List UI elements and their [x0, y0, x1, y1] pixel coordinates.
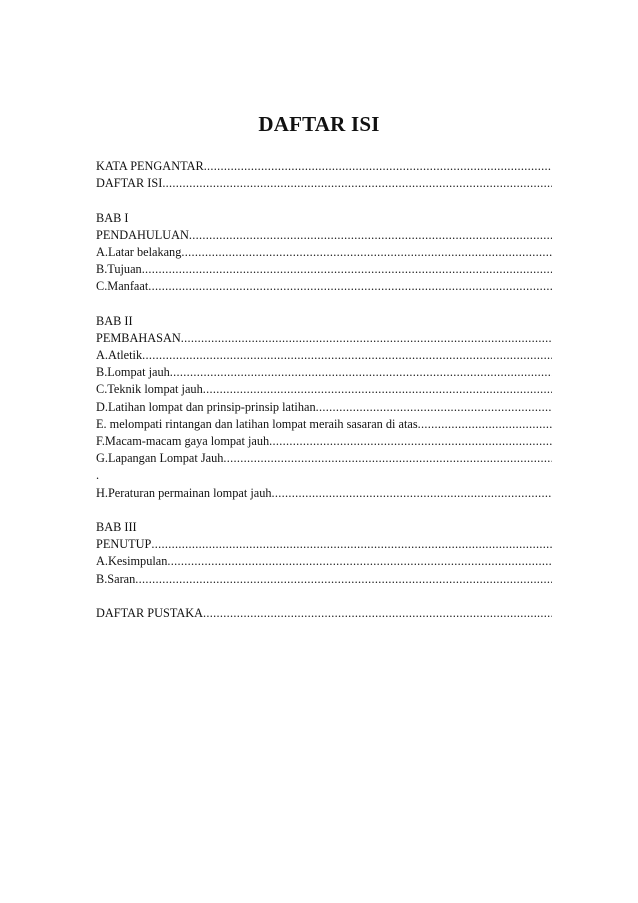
toc-entry [96, 416, 552, 433]
toc-entry-label: B.Lompat jauh [96, 365, 170, 380]
toc-entry [96, 278, 552, 295]
table-of-contents [96, 158, 552, 622]
dot-leader [189, 227, 552, 244]
dot-leader [223, 450, 552, 467]
dot-leader [135, 571, 552, 588]
section-spacer [96, 296, 552, 313]
dot-leader [162, 175, 552, 192]
toc-entry-label: B.Saran [96, 571, 136, 586]
dot-leader [418, 416, 552, 433]
page-title: DAFTAR ISI [258, 112, 380, 136]
chapter-heading-bab-3: BAB III [96, 519, 137, 534]
dot-leader [167, 553, 552, 570]
toc-entry-kata-pengantar [96, 158, 552, 175]
toc-entry-label: B.Tujuan [96, 262, 142, 277]
toc-entry-label: A.Latar belakang [96, 244, 182, 259]
dot-leader [142, 261, 552, 278]
toc-entry [96, 261, 552, 278]
toc-entry-pembahasan [96, 330, 552, 347]
chapter-heading-bab-2: BAB II [96, 313, 133, 328]
toc-entry-label: H.Peraturan permainan lompat jauh [96, 485, 272, 500]
toc-entry-label: PENUTUP [96, 537, 152, 552]
dot-leader [272, 485, 552, 502]
toc-entry-label: E. melompati rintangan dan latihan lompat meraih sasaran di atas [96, 416, 418, 431]
dot-leader [204, 158, 552, 175]
dot-leader [203, 381, 552, 398]
toc-entry [96, 433, 552, 450]
dot-leader [181, 330, 552, 347]
chapter-heading-bab-1: BAB I [96, 210, 129, 225]
dot-leader [269, 433, 552, 450]
toc-entry [96, 485, 552, 502]
toc-entry [96, 450, 552, 467]
toc-entry-label: G.Lapangan Lompat Jauh [96, 451, 224, 466]
toc-entry-label: D.Latihan lompat dan prinsip-prinsip latihan [96, 399, 316, 414]
dot-leader [170, 364, 552, 381]
toc-entry-label: DAFTAR PUSTAKA [96, 605, 204, 620]
dot-leader [142, 347, 552, 364]
toc-entry-label: C.Teknik lompat jauh [96, 382, 203, 397]
section-spacer [96, 192, 552, 209]
toc-entry-label: KATA PENGANTAR [96, 159, 204, 173]
toc-entry-penutup [96, 536, 552, 553]
toc-entry-daftar-pustaka [96, 605, 552, 622]
dot-leader [203, 605, 552, 622]
toc-entry-label: F.Macam-macam gaya lompat jauh [96, 434, 270, 448]
dot-leader [148, 278, 552, 295]
toc-entry [96, 244, 552, 261]
toc-entry-label: C.Manfaat [96, 279, 149, 294]
toc-entry-label: DAFTAR ISI [96, 176, 163, 191]
toc-entry [96, 571, 552, 588]
toc-entry [96, 364, 552, 381]
section-spacer [96, 502, 552, 519]
toc-entry-label: A.Kesimpulan [96, 554, 168, 569]
toc-entry [96, 381, 552, 398]
toc-entry-pendahuluan [96, 227, 552, 244]
toc-stray-dot: . [96, 468, 100, 483]
dot-leader [181, 244, 552, 261]
dot-leader [151, 536, 552, 553]
toc-entry-daftar-isi [96, 175, 552, 192]
dot-leader [316, 399, 552, 416]
toc-entry [96, 553, 552, 570]
section-spacer [96, 588, 552, 605]
toc-entry-label: PEMBAHASAN [96, 330, 181, 345]
toc-entry-label: A.Atletik [96, 348, 143, 363]
toc-entry-label: PENDAHULUAN [96, 227, 189, 242]
toc-entry [96, 347, 552, 364]
toc-entry [96, 399, 552, 416]
